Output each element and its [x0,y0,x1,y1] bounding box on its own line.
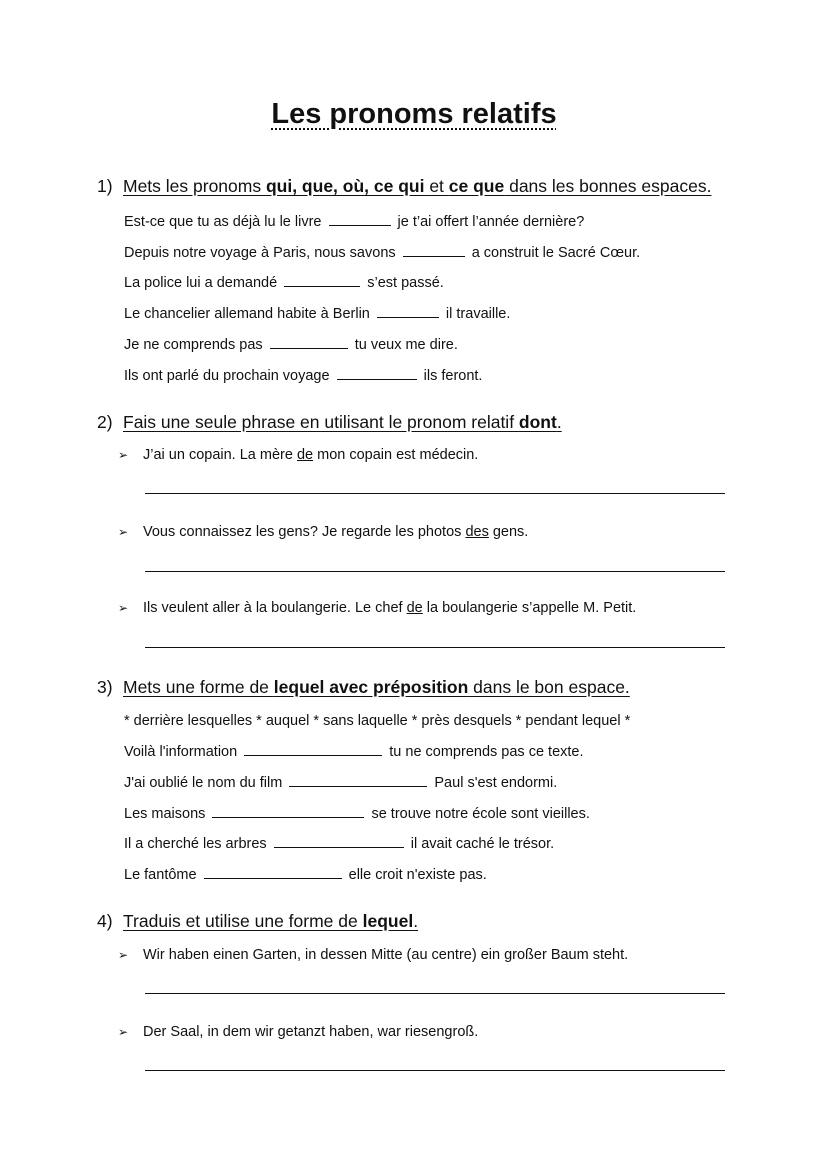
section-2-heading: 2) Fais une seule phrase en utilisant le pronom relatif dont. [97,412,562,432]
exercise-line: Le chancelier allemand habite à Berlin il travaille. [124,306,511,322]
answer-line[interactable] [145,993,725,994]
exercise-line: Ils ont parlé du prochain voyage ils feront. [124,368,483,384]
section-1-heading: 1) Mets les pronoms qui, que, où, ce qui et ce que dans les bonnes espaces. [97,176,712,196]
page-title: Les pronoms relatifs [271,98,557,130]
exercise-line: J'ai oublié le nom du film Paul s'est endormi. [124,775,558,791]
fill-blank[interactable] [337,367,417,380]
arrow-bullet-icon: ➢ [118,601,129,615]
exercise-line: La police lui a demandé s’est passé. [124,275,444,291]
answer-line[interactable] [145,571,725,572]
arrow-bullet-icon: ➢ [118,448,129,462]
fill-blank[interactable] [270,336,348,349]
answer-line[interactable] [145,1070,725,1071]
fill-blank[interactable] [204,866,342,879]
bullet-item: ➢ J’ai un copain. La mère de mon copain est médecin. [118,447,479,463]
fill-blank[interactable] [377,305,439,318]
arrow-bullet-icon: ➢ [118,525,129,539]
exercise-line: Est-ce que tu as déjà lu le livre je t’ai offert l’année dernière? [124,214,585,230]
section-4-heading: 4) Traduis et utilise une forme de lequel. [97,911,419,931]
fill-blank[interactable] [274,835,404,848]
fill-blank[interactable] [403,244,465,257]
exercise-line: Je ne comprends pas tu veux me dire. [124,337,458,353]
bullet-item: ➢ Wir haben einen Garten, in dessen Mitte (au centre) ein großer Baum steht. [118,947,629,963]
arrow-bullet-icon: ➢ [118,1025,129,1039]
bullet-item: ➢ Ils veulent aller à la boulangerie. Le chef de la boulangerie s’appelle M. Petit. [118,600,637,616]
exercise-line: Il a cherché les arbres il avait caché le trésor. [124,836,555,852]
bullet-item: ➢ Der Saal, in dem wir getanzt haben, war riesengroß. [118,1024,479,1040]
exercise-line: Le fantôme elle croit n'existe pas. [124,867,487,883]
arrow-bullet-icon: ➢ [118,948,129,962]
answer-line[interactable] [145,647,725,648]
answer-line[interactable] [145,493,725,494]
fill-blank[interactable] [289,774,427,787]
fill-blank[interactable] [329,213,391,226]
exercise-line: Les maisons se trouve notre école sont vieilles. [124,806,590,822]
word-bank: * derrière lesquelles * auquel * sans laquelle * près desquels * pendant lequel * [124,713,631,729]
fill-blank[interactable] [212,805,364,818]
exercise-line: Depuis notre voyage à Paris, nous savons a construit le Sacré Cœur. [124,245,641,261]
fill-blank[interactable] [284,274,360,287]
section-3-heading: 3) Mets une forme de lequel avec préposition dans le bon espace. [97,677,630,697]
exercise-line: Voilà l'information tu ne comprends pas ce texte. [124,744,584,760]
fill-blank[interactable] [244,743,382,756]
bullet-item: ➢ Vous connaissez les gens? Je regarde les photos des gens. [118,524,529,540]
